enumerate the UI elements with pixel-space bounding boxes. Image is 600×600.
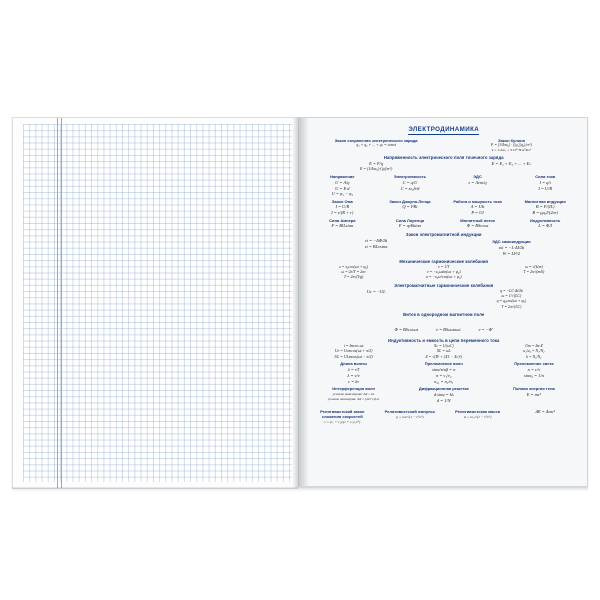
formula: i = Imcos ωt <box>343 344 364 349</box>
formula: E = F/q <box>369 161 384 167</box>
formula: εi = −ΔΦ/Δt <box>365 237 388 243</box>
block-harmonic-b <box>401 265 487 281</box>
formula: x = x₀cos(ωt + φ₀) <box>339 264 369 269</box>
section-waves <box>310 360 577 385</box>
formula: d = 1/N <box>436 397 451 403</box>
graph-grid <box>23 124 292 482</box>
section-title: Механические гармонические колебания <box>399 258 489 264</box>
section-ac-circuit <box>310 338 577 360</box>
formula: q = q₀cos(ωt + φ₀) <box>496 299 527 304</box>
formula: e = BSωsinωt <box>436 326 461 332</box>
formula: UL = ULmcos(ωt − π/2) <box>334 354 373 359</box>
formula: W = LI²/2 <box>502 250 521 256</box>
block-header: Закон Кулона <box>497 137 525 143</box>
block-capacitance <box>378 172 442 191</box>
block-header: Полная энергия тела <box>513 386 555 392</box>
formula: v = −x₀ωsin(ωt + φ₀) <box>426 269 461 274</box>
formula: T = 2π√(l/g) <box>343 275 364 280</box>
section-ampere <box>310 216 577 229</box>
block-light-refraction <box>491 360 577 379</box>
formula: e = −Φ′ <box>478 326 493 332</box>
formula: q = −LC·Δi/Δt <box>500 288 523 293</box>
block-self-induction <box>446 238 577 257</box>
block-joule-lenz <box>378 197 442 210</box>
block-uc-ul <box>310 289 441 295</box>
block-total-energy <box>491 385 577 398</box>
block-header: ЭДС <box>473 173 482 179</box>
formula: L = Φ/I <box>538 223 552 229</box>
block-header: Релятивистский импульс <box>384 409 436 415</box>
formula: Φ = BScosα <box>466 223 489 229</box>
formula: n = c/v <box>527 367 541 373</box>
formula: εsi = −L·ΔI/Δt <box>498 244 525 250</box>
block-work-power <box>446 197 510 216</box>
formula: k = N₁/N₂ <box>526 354 542 359</box>
block-transformer <box>491 344 577 360</box>
left-graph-paper-page <box>12 117 298 489</box>
formula: P = UI <box>471 210 484 216</box>
formula: Um = Im·Z <box>525 344 543 349</box>
block-header: Электроемкость <box>393 173 427 179</box>
block-ac-currents <box>310 344 396 360</box>
block-header: Индуктивность <box>529 217 561 223</box>
block-header: Закон Джоуля-Ленца <box>389 198 431 204</box>
spread-bottom-shadow <box>12 487 588 492</box>
margin-line-left <box>57 118 58 488</box>
formula: B = μμ₀I/(2πr) <box>532 210 558 216</box>
margin-line-right <box>61 118 62 488</box>
section-title: Напряженность электрического поля точечного заряда <box>383 155 504 161</box>
formula: c = λν <box>348 378 360 384</box>
block-ampere-force <box>310 216 374 229</box>
formula: d·sinφ = kλ <box>433 391 454 397</box>
block-harmonic-a <box>310 265 396 281</box>
block-header: Преломление волн <box>424 361 463 367</box>
formula: k = 1/4πε₀ = 9·10⁹ Н·м²/Кл² <box>491 148 532 153</box>
block-header: Напряжение <box>330 173 355 179</box>
block-wavelength <box>310 360 396 385</box>
gutter-shadow <box>299 118 309 486</box>
formula: XL = ωL <box>436 349 451 354</box>
formula: I = q/t <box>539 179 551 185</box>
block-header: Интерференция волн <box>332 386 375 392</box>
block-header: Релятивистский закон сложения скоростей <box>320 409 365 420</box>
section-relativity <box>310 408 577 425</box>
block-charge-conservation <box>310 136 441 148</box>
section-mech-harmonic <box>310 259 577 281</box>
formula: U = A/q <box>335 179 350 185</box>
formula: E = (1/4πε₀)·(|q|/εr²) <box>359 167 393 172</box>
block-relativistic-momentum <box>378 408 442 420</box>
formula: T = 2π√(m/k) <box>523 269 545 274</box>
section-ohm <box>310 197 577 216</box>
formula: sinα₀ = 1/n <box>524 372 544 378</box>
formula: ΔE = Δmc² <box>535 409 555 415</box>
block-header: Длина волны <box>340 361 367 367</box>
block-header: Закон сохранения электрического заряда <box>334 137 418 143</box>
block-mass-energy <box>513 408 577 415</box>
block-coulomb-law <box>446 136 577 153</box>
block-header: Сила Ампера <box>329 217 356 223</box>
formula: n₂₁ = n₂/n₁ <box>434 378 454 384</box>
formula: F = (1/4πε₀) · (|q₁||q₂|/εr²) <box>490 143 532 148</box>
block-header: Работа и мощность тока <box>453 198 502 204</box>
formula: ν = 1/T <box>437 264 450 269</box>
formula: E = E₁ + E₂ + ... + Eₙ <box>491 161 532 167</box>
block-field-definition <box>310 161 441 172</box>
section-field-strength <box>310 155 577 172</box>
formula: U = E·d <box>335 185 350 191</box>
section-interference <box>310 385 577 404</box>
block-wave-refraction <box>401 360 487 385</box>
formula: a = −x₀ω²cos(ωt + φ₀) <box>425 275 462 280</box>
block-field-superposition <box>446 161 577 167</box>
formula: λ = v/ν <box>347 372 360 378</box>
notebook-spread <box>12 117 588 487</box>
section-em-induction <box>310 232 577 257</box>
formula: εi = BLvsinα <box>364 243 388 249</box>
block-relativistic-mass <box>446 408 510 420</box>
block-diffraction-grating <box>401 385 487 404</box>
formula: ε = Aст/q <box>468 179 487 185</box>
formula: n = v₁/v₂ <box>435 372 452 378</box>
formula: C = εε₀S/d <box>400 185 420 191</box>
block-header: ЭДС самоиндукции <box>492 239 531 245</box>
formula: условие минимума: Δd = (2k+1)λ/2 <box>327 396 380 401</box>
block-reactance <box>401 344 487 360</box>
formula: sinα/sinβ = n <box>432 367 456 373</box>
formula: B = F/(IL) <box>535 204 555 210</box>
block-faraday <box>310 238 441 250</box>
block-header: Преломление света <box>514 361 554 367</box>
block-harmonic-c <box>491 265 577 276</box>
formula: F = BILsinα <box>331 223 354 229</box>
formula: ω = 1/√(LC) <box>501 293 522 298</box>
section-title: Виток в однородном магнитном поле <box>403 311 485 317</box>
formula: q₁ + q₂ + ... + qₙ = const <box>356 143 396 148</box>
formula: C = q/U <box>402 179 418 185</box>
block-magnetic-flux <box>446 216 510 229</box>
formula: U = φ₁ − φ₂ <box>331 191 353 197</box>
block-header: Закон Ома <box>331 198 353 204</box>
formula: Z = √(R² + (XL − Xc)²) <box>425 354 462 359</box>
formula: F = qvBsinα <box>398 223 421 229</box>
formula: ω = 2π/T = 2πν <box>341 269 366 274</box>
formula: I = U/R <box>335 204 350 210</box>
section-coil-in-field <box>310 312 577 336</box>
formula: Xc = 1/(ωC) <box>433 344 454 349</box>
formula: λ = vT <box>347 367 360 373</box>
right-formula-page <box>298 117 588 487</box>
block-voltage <box>310 172 374 197</box>
section-voltage <box>310 172 577 197</box>
block-header: Магнитная индукция <box>524 198 566 204</box>
page-title <box>310 126 577 133</box>
section-em-oscillation <box>310 283 577 310</box>
block-velocity-addition <box>310 408 374 425</box>
formula: Φ = BScosωt <box>394 326 419 332</box>
formula: v = (v₁ + v₂)/(1 + v₁v₂/c²) <box>324 419 361 424</box>
formula: Q = I²Rt <box>402 204 418 210</box>
formula: условие максимума: Δd = kλ <box>332 391 375 396</box>
block-ohm-law <box>310 197 374 216</box>
section-title: Индуктивность и емкость в цепи переменного тока <box>387 338 500 344</box>
formula: A = UIt <box>470 204 485 210</box>
formula: ω = √(k/m) <box>525 264 543 269</box>
block-current <box>513 172 577 191</box>
formula: u₁/u₂ = N₁/N₂ <box>523 349 545 354</box>
block-header: Релятивистская масса <box>455 409 500 415</box>
block-lc-circuit <box>446 289 577 310</box>
formula: m = m₀/√(1 − v²/c²) <box>463 414 492 419</box>
block-inductance <box>513 216 577 229</box>
block-header: Сила тока <box>535 173 556 179</box>
formula: I = ε/(R + r) <box>331 210 354 216</box>
block-lorentz-force <box>378 216 442 229</box>
page-title-text: ЭЛЕКТРОДИНАМИКА <box>408 126 480 133</box>
formula: T = 2π√(LC) <box>501 304 522 309</box>
section-title: Закон электромагнитной индукции <box>405 231 482 237</box>
block-emf <box>446 172 510 185</box>
block-header: Дифракционная решетка <box>418 386 469 392</box>
section-title: Электромагнитные гармонические колебания <box>394 282 494 288</box>
formula: Uc = Ucmcos(ωt + π/2) <box>334 349 373 354</box>
block-magnetic-induction <box>513 197 577 216</box>
formula: p = mv/√(1 − v²/c²) <box>396 414 424 419</box>
formula: Uc = −UL <box>366 288 386 294</box>
formula: E = mc² <box>526 391 542 397</box>
formula: I = U/R <box>538 185 553 191</box>
block-interference <box>310 385 396 402</box>
block-header: Сила Лоренца <box>395 217 425 223</box>
section-charge-conservation <box>310 136 577 153</box>
block-header: Магнитный поток <box>460 217 495 223</box>
